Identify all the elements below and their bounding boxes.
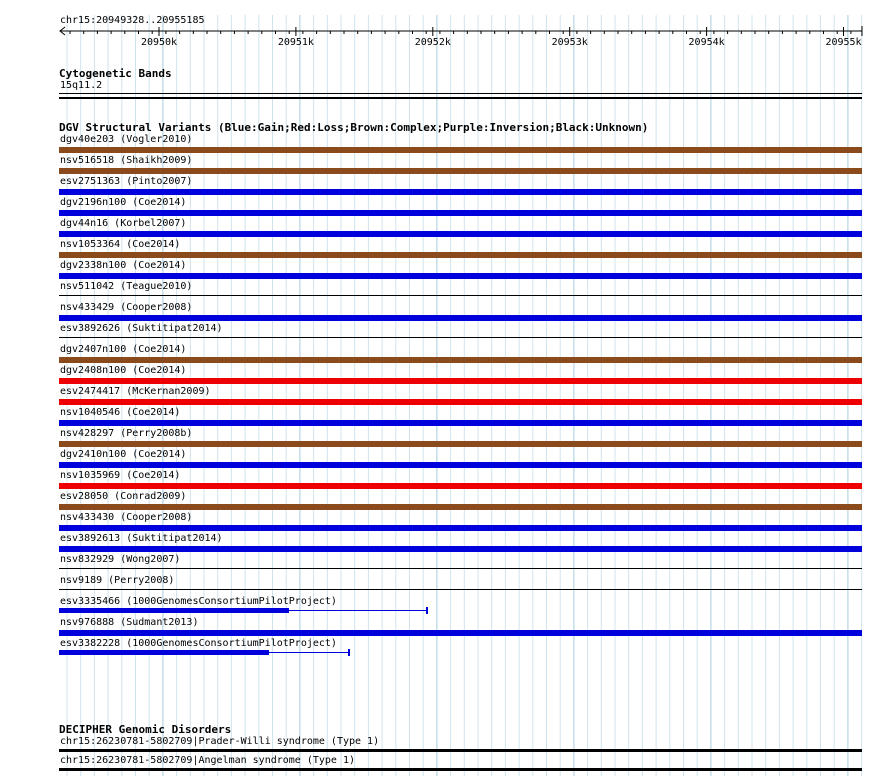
dgv-feature-bar[interactable] (59, 378, 862, 384)
dgv-feature-label[interactable]: dgv2338n100 (Coe2014) (60, 260, 187, 271)
dgv-feature-end-cap (426, 607, 428, 614)
dgv-feature-label[interactable]: esv3335466 (1000GenomesConsortiumPilotProject) (60, 596, 337, 607)
dgv-feature-label[interactable]: nsv9189 (Perry2008) (60, 575, 175, 586)
dgv-feature-label[interactable]: nsv1040546 (Coe2014) (60, 407, 181, 418)
dgv-feature-end-cap (348, 649, 350, 656)
dgv-feature-bar[interactable] (59, 357, 862, 363)
dgv-feature-bar[interactable] (59, 168, 862, 174)
dgv-feature-line[interactable] (59, 589, 862, 590)
dgv-feature-label[interactable]: nsv832929 (Wong2007) (60, 554, 181, 565)
dgv-feature-label[interactable]: dgv2408n100 (Coe2014) (60, 365, 187, 376)
dgv-feature-label[interactable]: dgv40e203 (Vogler2010) (60, 134, 193, 145)
cytoband-label[interactable]: 15q11.2 (60, 80, 103, 91)
dgv-feature-label[interactable]: dgv2196n100 (Coe2014) (60, 197, 187, 208)
decipher-track-title: DECIPHER Genomic Disorders (59, 723, 232, 736)
dgv-feature-label[interactable]: esv3382228 (1000GenomesConsortiumPilotProject) (60, 638, 337, 649)
dgv-feature-label[interactable]: esv2474417 (McKernan2009) (60, 386, 211, 397)
dgv-feature-label[interactable]: dgv2410n100 (Coe2014) (60, 449, 187, 460)
dgv-feature-bar[interactable] (59, 504, 862, 510)
dgv-feature-label[interactable]: esv3892613 (Suktitipat2014) (60, 533, 223, 544)
dgv-feature-line[interactable] (59, 295, 862, 296)
dgv-feature-label[interactable]: esv2751363 (Pinto2007) (60, 176, 193, 187)
dgv-feature-extent[interactable] (59, 610, 426, 611)
ruler-tick-label: 20955k (825, 37, 862, 48)
ruler-tick-label: 20953k (551, 37, 588, 48)
dgv-feature-label[interactable]: nsv516518 (Shaikh2009) (60, 155, 193, 166)
dgv-feature-bar[interactable] (59, 483, 862, 489)
dgv-feature-bar[interactable] (59, 399, 862, 405)
dgv-feature-label[interactable]: nsv433429 (Cooper2008) (60, 302, 193, 313)
dgv-feature-bar[interactable] (59, 231, 862, 237)
dgv-feature-label[interactable]: dgv44n16 (Korbel2007) (60, 218, 187, 229)
decipher-feature-bar[interactable] (59, 749, 862, 752)
dgv-feature-bar[interactable] (59, 210, 862, 216)
dgv-feature-bar[interactable] (59, 315, 862, 321)
dgv-feature-bar[interactable] (59, 441, 862, 447)
ruler-tick-label: 20952k (414, 37, 451, 48)
dgv-feature-bar[interactable] (59, 189, 862, 195)
dgv-feature-label[interactable]: esv28050 (Conrad2009) (60, 491, 187, 502)
dgv-feature-bar[interactable] (59, 420, 862, 426)
ruler-range-label: chr15:20949328..20955185 (60, 15, 205, 26)
dgv-feature-bar[interactable] (59, 147, 862, 153)
decipher-feature-bar[interactable] (59, 768, 862, 771)
dgv-feature-bar[interactable] (59, 462, 862, 468)
dgv-feature-line[interactable] (59, 568, 862, 569)
dgv-feature-label[interactable]: nsv976888 (Sudmant2013) (60, 617, 199, 628)
dgv-feature-bar[interactable] (59, 546, 862, 552)
cytoband-bar-top (59, 93, 862, 94)
cytoband-track-title: Cytogenetic Bands (59, 67, 172, 80)
dgv-feature-label[interactable]: nsv511042 (Teague2010) (60, 281, 193, 292)
dgv-feature-label[interactable]: nsv428297 (Perry2008b) (60, 428, 193, 439)
ruler-axis[interactable] (0, 0, 890, 50)
decipher-feature-label[interactable]: chr15:26230781-5802709|Angelman syndrome (Type 1) (60, 755, 356, 766)
dgv-track-title: DGV Structural Variants (Blue:Gain;Red:Loss;Brown:Complex;Purple:Inversion;Black:Unknown) (59, 121, 649, 134)
dgv-feature-label[interactable]: dgv2407n100 (Coe2014) (60, 344, 187, 355)
dgv-feature-label[interactable]: nsv1053364 (Coe2014) (60, 239, 181, 250)
dgv-feature-bar[interactable] (59, 273, 862, 279)
ruler-tick-label: 20954k (688, 37, 725, 48)
dgv-feature-label[interactable]: nsv433430 (Cooper2008) (60, 512, 193, 523)
ruler-tick-label: 20951k (277, 37, 314, 48)
dgv-feature-bar[interactable] (59, 252, 862, 258)
dgv-feature-label[interactable]: esv3892626 (Suktitipat2014) (60, 323, 223, 334)
ruler-tick-label: 20950k (140, 37, 178, 48)
dgv-feature-bar[interactable] (59, 630, 862, 636)
decipher-feature-label[interactable]: chr15:26230781-5802709|Prader-Willi syndrome (Type 1) (60, 736, 380, 747)
dgv-feature-label[interactable]: nsv1035969 (Coe2014) (60, 470, 181, 481)
cytoband-bar[interactable] (59, 97, 862, 99)
dgv-feature-bar[interactable] (59, 525, 862, 531)
dgv-feature-line[interactable] (59, 337, 862, 338)
dgv-feature-extent[interactable] (59, 652, 348, 653)
